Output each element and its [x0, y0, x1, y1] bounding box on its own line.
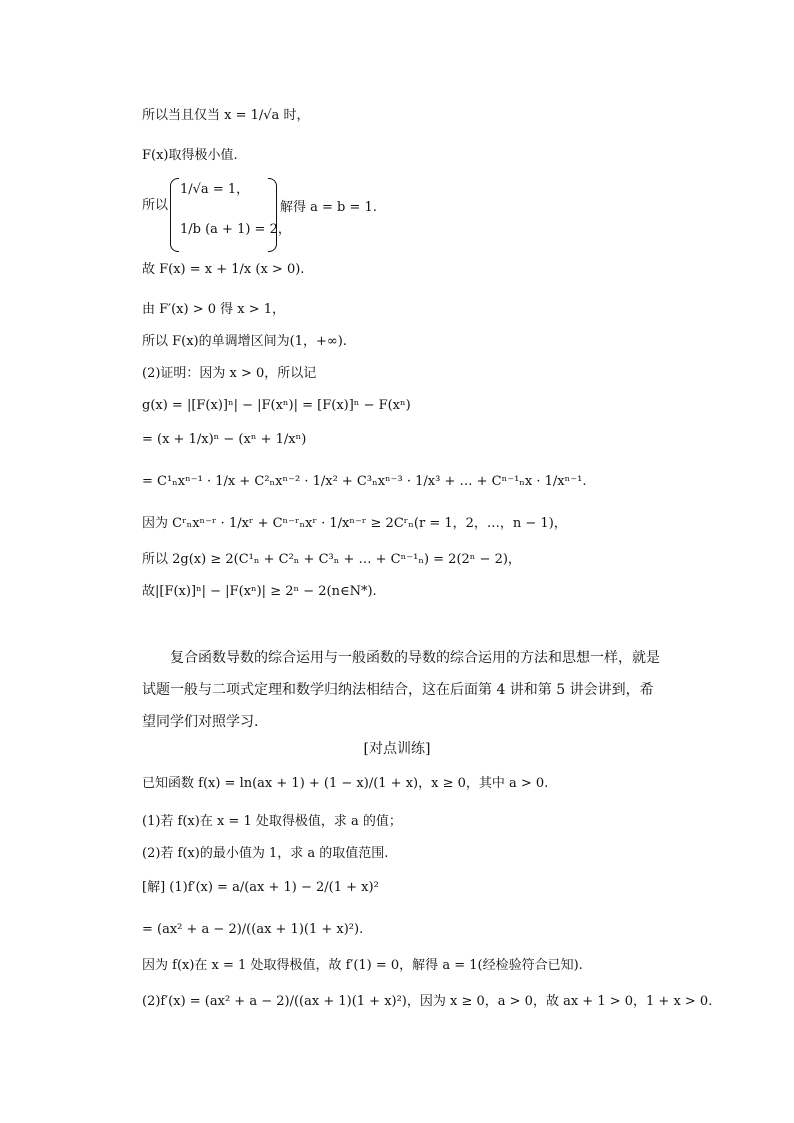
line-6: 所以 F(x)的单调增区间为(1，+∞).	[142, 334, 347, 349]
system-equation-2: 1/b (a + 1) = 2，	[180, 222, 291, 237]
line-4: 故 F(x) = x + 1/x (x > 0).	[142, 262, 305, 277]
solution-line-3: 因为 f(x)在 x = 1 处取得极值，故 f′(1) = 0，解得 a = 1(经检验符合已知).	[142, 958, 583, 973]
line-3-label: 所以	[142, 198, 169, 213]
exercise-stem: 已知函数 f(x) = ln(ax + 1) + (1 − x)/(1 + x)，x ≥ 0，其中 a > 0.	[142, 776, 549, 791]
line-11: 因为 Cʳₙxⁿ⁻ʳ · 1/xʳ + Cⁿ⁻ʳₙxʳ · 1/xⁿ⁻ʳ ≥ 2Cʳₙ(r = 1，2，…，n − 1)，	[142, 516, 567, 531]
line-2: F(x)取得极小值.	[142, 148, 238, 163]
system-equation-1: 1/√a = 1，	[180, 182, 250, 197]
solution-line-4: (2)f′(x) = (ax² + a − 2)/((ax + 1)(1 + x)²)，因为 x ≥ 0，a > 0，故 ax + 1 > 0，1 + x > 0.	[142, 994, 713, 1009]
line-10: = C¹ₙxⁿ⁻¹ · 1/x + C²ₙxⁿ⁻² · 1/x² + C³ₙxⁿ⁻³ · 1/x³ + … + Cⁿ⁻¹ₙx · 1/xⁿ⁻¹.	[142, 474, 587, 489]
left-brace	[170, 178, 179, 252]
section-title: [对点训练]	[363, 741, 431, 757]
line-7: (2)证明：因为 x > 0，所以记	[142, 366, 317, 381]
commentary-paragraph: 复合函数导数的综合运用与一般函数的导数的综合运用的方法和思想一样，就是试题一般与二项式定理和数学归纳法相结合，这在后面第 4 讲和第 5 讲会讲到，希望同学们对照学习.	[142, 650, 660, 730]
exercise-question-2: (2)若 f(x)的最小值为 1，求 a 的取值范围.	[142, 846, 389, 861]
line-5: 由 F′(x) > 0 得 x > 1，	[142, 302, 286, 317]
line-12: 所以 2g(x) ≥ 2(C¹ₙ + C²ₙ + C³ₙ + … + Cⁿ⁻¹ₙ) = 2(2ⁿ − 2)，	[142, 552, 521, 567]
line-8: g(x) = |[F(x)]ⁿ| − |F(xⁿ)| = [F(x)]ⁿ − F(xⁿ)	[142, 398, 411, 413]
solution-line-1: [解] (1)f′(x) = a/(ax + 1) − 2/(1 + x)²	[142, 880, 379, 895]
solution-line-2: = (ax² + a − 2)/((ax + 1)(1 + x)²).	[142, 922, 364, 937]
right-brace	[268, 178, 277, 252]
line-9: = (x + 1/x)ⁿ − (xⁿ + 1/xⁿ)	[142, 432, 307, 447]
line-3-tail: 解得 a = b = 1.	[280, 200, 377, 215]
line-1: 所以当且仅当 x = 1/√a 时，	[142, 108, 310, 123]
exercise-question-1: (1)若 f(x)在 x = 1 处取得极值，求 a 的值；	[142, 814, 402, 829]
line-13: 故|[F(x)]ⁿ| − |F(xⁿ)| ≥ 2ⁿ − 2(n∈N*).	[142, 584, 377, 599]
